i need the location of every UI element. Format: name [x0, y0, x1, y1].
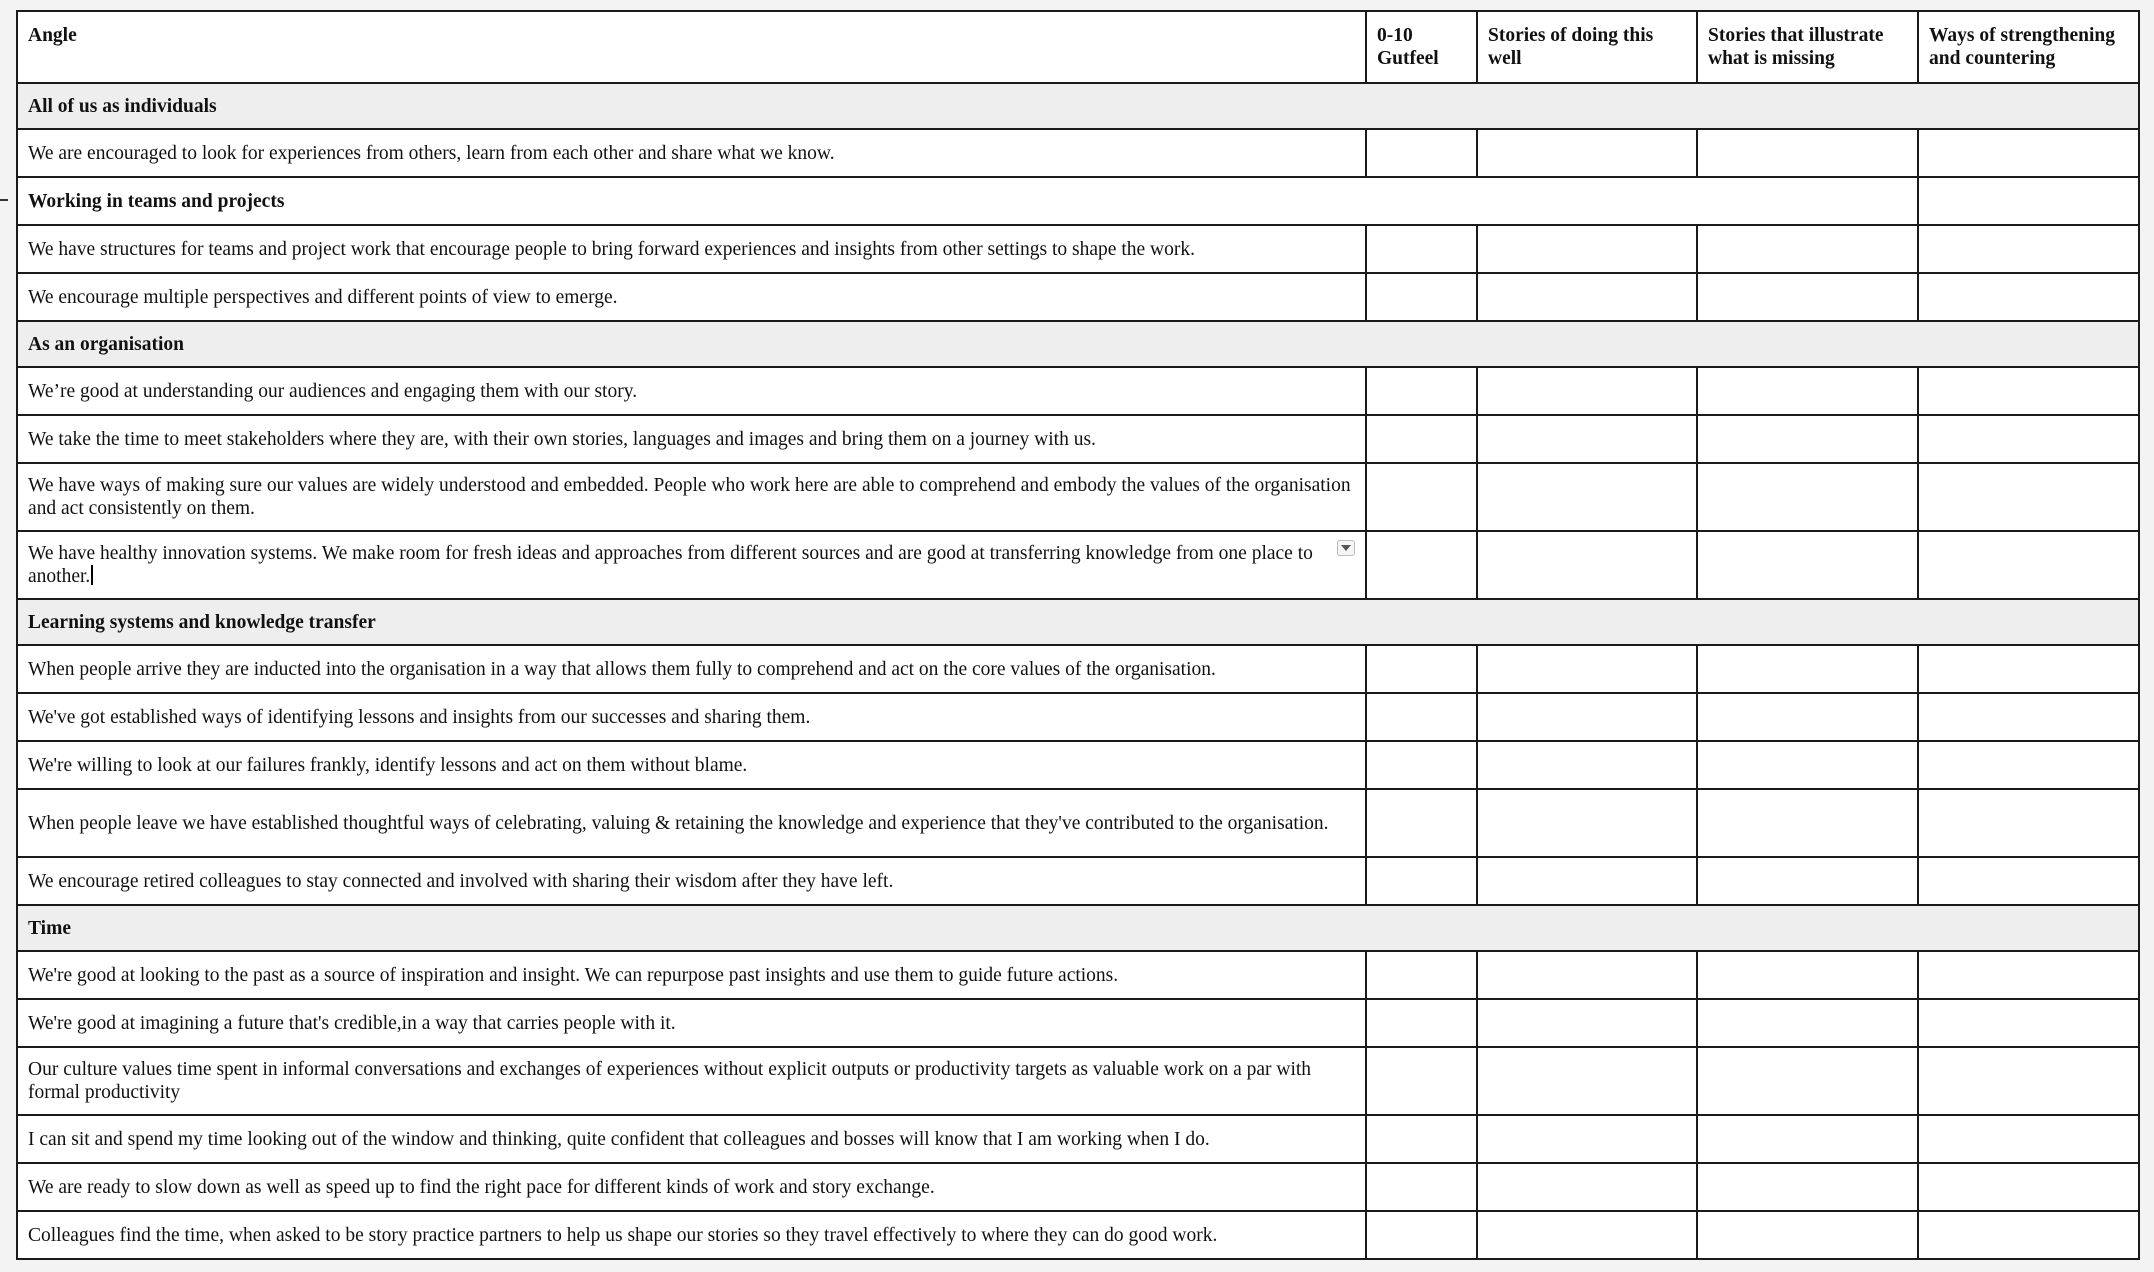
header-row [17, 11, 2139, 83]
strengthening-cell[interactable] [1918, 999, 2139, 1047]
strengthening-cell[interactable] [1918, 225, 2139, 273]
table-row [17, 463, 2139, 531]
angle-cell[interactable]: We encourage retired colleagues to stay connected and involved with sharing their wisdom after they have left. [17, 857, 1366, 905]
doing-well-cell[interactable] [1477, 645, 1697, 693]
angle-cell-text: We have healthy innovation systems. We make room for fresh ideas and approaches from different sources and are good at transferring knowledge from one place to another. [28, 543, 1313, 587]
angle-cell[interactable]: We take the time to meet stakeholders where they are, with their own stories, languages and images and bring them on a journey with us. [17, 415, 1366, 463]
doing-well-cell[interactable] [1477, 1047, 1697, 1115]
gutfeel-cell[interactable] [1366, 693, 1477, 741]
gutfeel-cell[interactable] [1366, 225, 1477, 273]
angle-cell[interactable]: When people arrive they are inducted into the organisation in a way that allows them fully to comprehend and act on the core values of the organisation. [17, 645, 1366, 693]
table-row [17, 789, 2139, 857]
doing-well-cell[interactable] [1477, 415, 1697, 463]
angle-cell[interactable]: We're good at imagining a future that's credible,in a way that carries people with it. [17, 999, 1366, 1047]
angle-cell[interactable]: I can sit and spend my time looking out of the window and thinking, quite confident that colleagues and bosses will know that I am working when I do. [17, 1115, 1366, 1163]
table-row [17, 1163, 2139, 1211]
section-row-organisation [17, 321, 2139, 367]
section-row-time [17, 905, 2139, 951]
gutfeel-cell[interactable] [1366, 999, 1477, 1047]
missing-cell[interactable] [1697, 645, 1918, 693]
doing-well-cell[interactable] [1477, 1163, 1697, 1211]
table-row [17, 367, 2139, 415]
strengthening-cell[interactable] [1918, 789, 2139, 857]
text-cursor [91, 565, 93, 585]
angle-cell[interactable]: We are ready to slow down as well as speed up to find the right pace for different kinds of work and story exchange. [17, 1163, 1366, 1211]
header-angle[interactable]: Angle [17, 11, 1366, 83]
missing-cell[interactable] [1697, 999, 1918, 1047]
missing-cell[interactable] [1697, 415, 1918, 463]
cell-menu-dropdown-icon[interactable] [1337, 540, 1355, 556]
angle-cell-editing[interactable] [17, 531, 1366, 599]
strengthening-cell[interactable] [1918, 1115, 2139, 1163]
doing-well-cell[interactable] [1477, 273, 1697, 321]
doing-well-cell[interactable] [1477, 857, 1697, 905]
gutfeel-cell[interactable] [1366, 415, 1477, 463]
gutfeel-cell[interactable] [1366, 1211, 1477, 1259]
gutfeel-cell[interactable] [1366, 789, 1477, 857]
strengthening-cell[interactable] [1918, 1163, 2139, 1211]
doing-well-cell[interactable] [1477, 1211, 1697, 1259]
angle-cell[interactable]: We've got established ways of identifying lessons and insights from our successes and sharing them. [17, 693, 1366, 741]
table-row [17, 1115, 2139, 1163]
gutfeel-cell[interactable] [1366, 645, 1477, 693]
strengthening-cell[interactable] [1918, 1047, 2139, 1115]
angle-cell[interactable]: When people leave we have established thoughtful ways of celebrating, valuing & retaining the knowledge and experience that they've contributed to the organisation. [17, 789, 1366, 857]
section-row-learning [17, 599, 2139, 645]
section-heading[interactable]: Learning systems and knowledge transfer [17, 599, 2139, 645]
table-row [17, 999, 2139, 1047]
table-row [17, 1211, 2139, 1259]
gutfeel-cell[interactable] [1366, 273, 1477, 321]
missing-cell[interactable] [1697, 1047, 1918, 1115]
strengthening-cell[interactable] [1918, 741, 2139, 789]
doing-well-cell[interactable] [1477, 741, 1697, 789]
gutfeel-cell[interactable] [1366, 857, 1477, 905]
angle-cell[interactable]: We're willing to look at our failures frankly, identify lessons and act on them without blame. [17, 741, 1366, 789]
strengthening-cell[interactable] [1918, 415, 2139, 463]
table-row-active [17, 531, 2139, 599]
header-gutfeel[interactable]: 0-10 Gutfeel [1366, 11, 1477, 83]
table-row [17, 645, 2139, 693]
strengthening-cell[interactable] [1918, 129, 2139, 177]
doing-well-cell[interactable] [1477, 129, 1697, 177]
doing-well-cell[interactable] [1477, 225, 1697, 273]
table-row [17, 415, 2139, 463]
gutfeel-cell[interactable] [1366, 1163, 1477, 1211]
strengthening-cell[interactable] [1918, 273, 2139, 321]
angle-cell[interactable]: We're good at looking to the past as a source of inspiration and insight. We can repurpose past insights and use them to guide future actions. [17, 951, 1366, 999]
strengthening-cell[interactable] [1918, 463, 2139, 531]
angle-cell[interactable]: Colleagues find the time, when asked to be story practice partners to help us shape our stories so they travel effectively to where they can do good work. [17, 1211, 1366, 1259]
angle-cell[interactable]: We are encouraged to look for experiences from others, learn from each other and share what we know. [17, 129, 1366, 177]
table-row [17, 1047, 2139, 1115]
section-heading[interactable]: Working in teams and projects [17, 177, 1918, 225]
strengthening-cell[interactable] [1918, 693, 2139, 741]
missing-cell[interactable] [1697, 367, 1918, 415]
margin-marker [0, 199, 8, 201]
missing-cell[interactable] [1697, 693, 1918, 741]
section-heading[interactable]: As an organisation [17, 321, 2139, 367]
doing-well-cell[interactable] [1477, 789, 1697, 857]
missing-cell[interactable] [1697, 951, 1918, 999]
angle-cell[interactable]: We’re good at understanding our audiences and engaging them with our story. [17, 367, 1366, 415]
missing-cell[interactable] [1697, 857, 1918, 905]
doing-well-cell[interactable] [1477, 999, 1697, 1047]
strengthening-cell[interactable] [1918, 857, 2139, 905]
section-heading[interactable]: Time [17, 905, 2139, 951]
gutfeel-cell[interactable] [1366, 951, 1477, 999]
strengthening-cell[interactable] [1918, 951, 2139, 999]
missing-cell[interactable] [1697, 789, 1918, 857]
table-row [17, 693, 2139, 741]
missing-cell[interactable] [1697, 1211, 1918, 1259]
missing-cell[interactable] [1697, 463, 1918, 531]
doing-well-cell[interactable] [1477, 951, 1697, 999]
missing-cell[interactable] [1697, 741, 1918, 789]
table-row [17, 273, 2139, 321]
section-row-teams [17, 177, 2139, 225]
gutfeel-cell[interactable] [1366, 129, 1477, 177]
angle-cell[interactable]: We have ways of making sure our values are widely understood and embedded. People who work here are able to comprehend and embody the values of the organisation and act consistently on them. [17, 463, 1366, 531]
table-row [17, 857, 2139, 905]
table-row [17, 225, 2139, 273]
table-row [17, 741, 2139, 789]
doing-well-cell[interactable] [1477, 1115, 1697, 1163]
angle-cell[interactable]: We have structures for teams and project work that encourage people to bring forward experiences and insights from other settings to shape the work. [17, 225, 1366, 273]
gutfeel-cell[interactable] [1366, 741, 1477, 789]
doing-well-cell[interactable] [1477, 463, 1697, 531]
strengthening-cell[interactable] [1918, 1211, 2139, 1259]
section-row-individuals [17, 83, 2139, 129]
section-heading[interactable]: All of us as individuals [17, 83, 2139, 129]
gutfeel-cell[interactable] [1366, 531, 1477, 599]
doing-well-cell[interactable] [1477, 531, 1697, 599]
strengthening-cell[interactable] [1918, 531, 2139, 599]
doing-well-cell[interactable] [1477, 693, 1697, 741]
gutfeel-cell[interactable] [1366, 1115, 1477, 1163]
missing-cell[interactable] [1697, 531, 1918, 599]
table-row [17, 129, 2139, 177]
angle-cell[interactable]: Our culture values time spent in informal conversations and exchanges of experiences without explicit outputs or productivity targets as valuable work on a par with formal productivity [17, 1047, 1366, 1115]
header-missing[interactable]: Stories that illustrate what is missing [1697, 11, 1918, 83]
doing-well-cell[interactable] [1477, 367, 1697, 415]
missing-cell[interactable] [1697, 1115, 1918, 1163]
missing-cell[interactable] [1697, 129, 1918, 177]
missing-cell[interactable] [1697, 273, 1918, 321]
table-row [17, 951, 2139, 999]
missing-cell[interactable] [1697, 1163, 1918, 1211]
assessment-table [16, 10, 2140, 1260]
gutfeel-cell[interactable] [1366, 367, 1477, 415]
strengthening-cell[interactable] [1918, 177, 2139, 225]
angle-cell[interactable]: We encourage multiple perspectives and different points of view to emerge. [17, 273, 1366, 321]
gutfeel-cell[interactable] [1366, 1047, 1477, 1115]
header-doing-well[interactable]: Stories of doing this well [1477, 11, 1697, 83]
strengthening-cell[interactable] [1918, 645, 2139, 693]
missing-cell[interactable] [1697, 225, 1918, 273]
header-strengthening[interactable]: Ways of strengthening and countering [1918, 11, 2139, 83]
strengthening-cell[interactable] [1918, 367, 2139, 415]
gutfeel-cell[interactable] [1366, 463, 1477, 531]
